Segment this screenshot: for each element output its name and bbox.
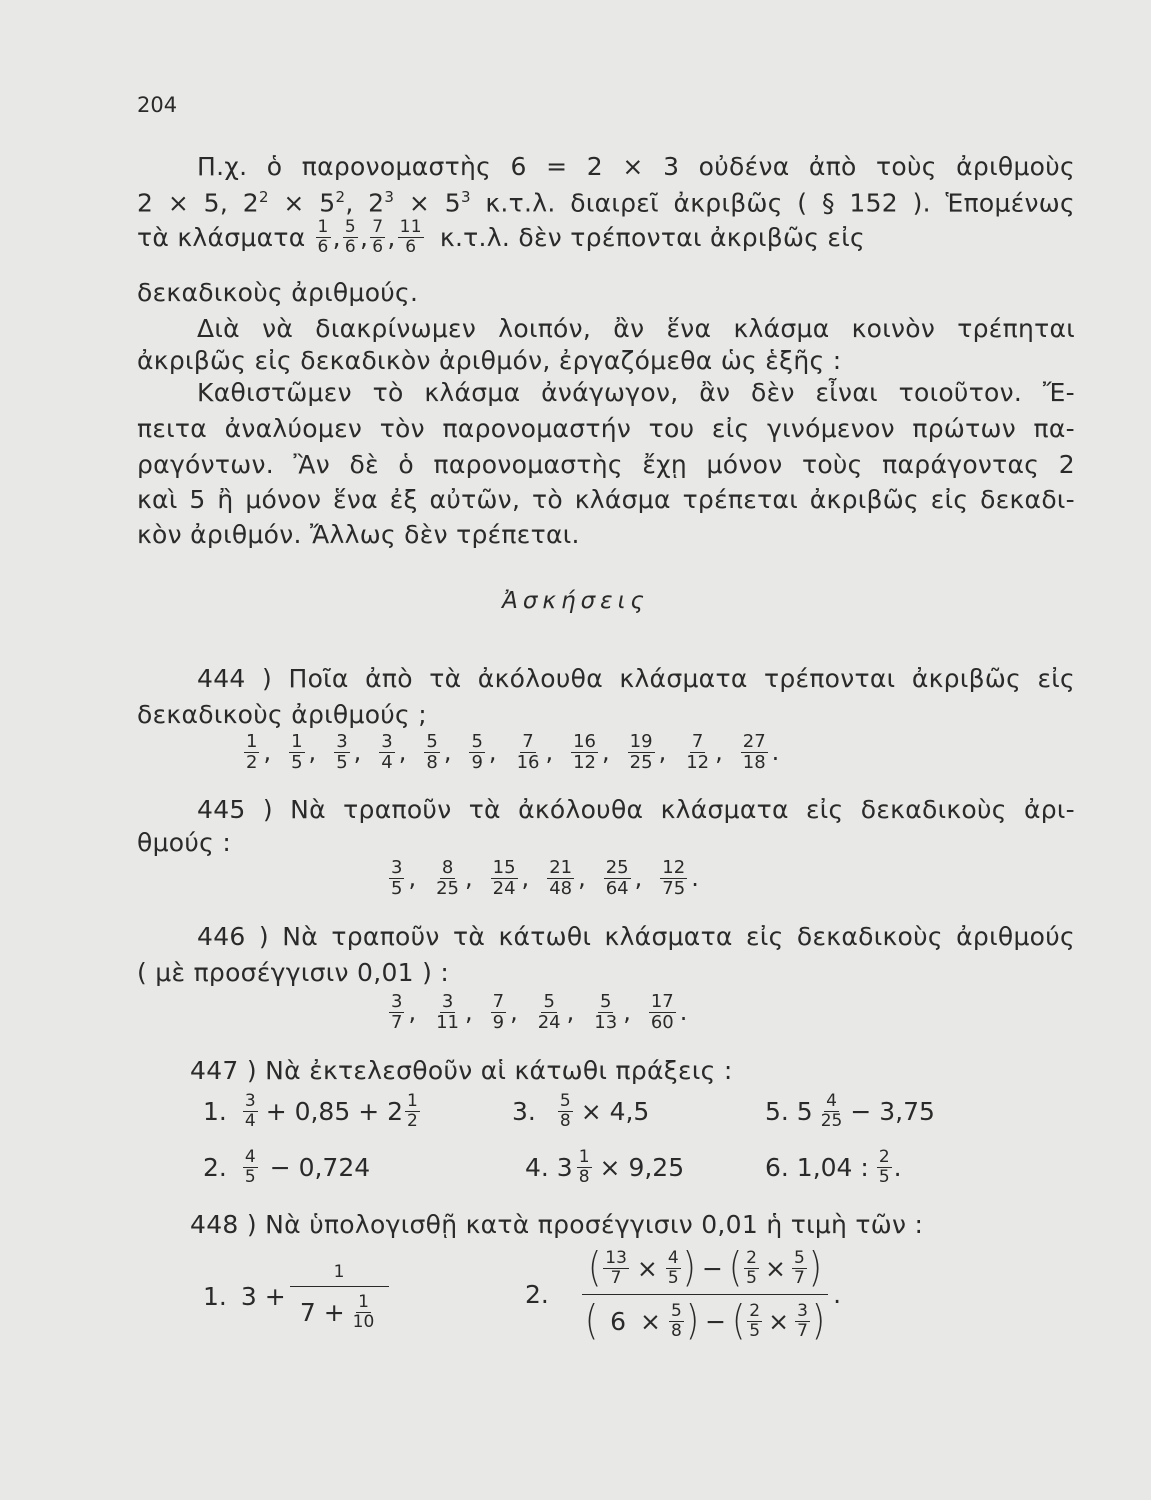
fraction: $\frac{3}{7}$ xyxy=(391,991,403,1033)
fraction: $\frac{3}{4}$ xyxy=(244,1091,256,1131)
fraction: $\frac{19}{25}$ xyxy=(629,731,653,773)
fraction: $\frac{3}{5}$ xyxy=(336,731,348,773)
fraction: $\frac{1}{5}$ xyxy=(291,731,303,773)
ex447-problem-6: 6. 1,04 : $\frac{2}{5}$ . xyxy=(765,1147,902,1187)
fraction: $\frac{21}{48}$ xyxy=(549,857,573,899)
fraction: $\frac{5}{13}$ xyxy=(594,991,618,1033)
fraction: $\frac{1}{8}$ xyxy=(578,1147,590,1187)
fraction: $\frac{5}{8}$ xyxy=(426,731,438,773)
ex445-line-2: θμούς : xyxy=(137,828,232,857)
page-number: 204 xyxy=(137,93,178,117)
fraction: $\frac{12}{75}$ xyxy=(662,857,686,899)
ex447-problem-5: 5. 5 $\frac{4}{25}$ − 3,75 xyxy=(765,1091,935,1131)
fraction: $\frac{5}{24}$ xyxy=(537,991,561,1033)
ex444-fractions: $\frac{1}{2}$ , $\frac{1}{5}$ , $\frac{3}{5}$ , $\frac{3}{4}$ , $\frac{5}{8}$ , $\frac{5}{9}$ , $\frac{7}{16}$ , $\frac{16}{12}$ , $\frac{19}{25}$ , $\frac{7}{12}$ , $\frac{27}{18}$ . xyxy=(246,731,780,773)
fraction: $\frac{3}{7}$ xyxy=(797,1300,808,1341)
ex446-line-2: ( μὲ προσέγγισιν 0,01 ) : xyxy=(137,958,450,987)
para2-line-3: Καθιστῶμεν τὸ κλάσμα ἀνάγωγον, ἂν δὲν εἶναι τοιοῦτον. Ἔ- xyxy=(197,378,1075,407)
ex444-line-1: 444 ) Ποῖα ἀπὸ τὰ ἀκόλουθα κλάσματα τρέπονται ἀκριβῶς εἰς xyxy=(197,664,1075,693)
ex448-line-1: 448 ) Νὰ ὑπολογισθῇ κατὰ προσέγγισιν 0,01 ἡ τιμὴ τῶν : xyxy=(190,1210,924,1239)
fraction: $\frac{5}{9}$ xyxy=(471,731,483,773)
fraction: $\frac{5}{6}$ xyxy=(344,217,357,257)
intro-line-4: δεκαδικοὺς ἀριθμούς. xyxy=(137,278,419,307)
fraction: $\frac{5}{8}$ xyxy=(559,1091,571,1131)
intro-line-2: 2 × 5, $2^2 \times 5^2$, $2^3 \times 5^3$ κ.τ.λ. διαιρεῖ ἀκριβῶς ( § 152 ). Ἑπομένως xyxy=(137,188,1076,218)
ex448-problem-2: 2. ( $\frac{13}{7}$ × $\frac{4}{5}$ ) − ( $\frac{2}{5}$ × $\frac{5}{7}$ ) ( 6 × $\frac{5}{8}$ ) − ( $\frac{2}{5}$ × $\frac{3}{7}$ ) . xyxy=(525,1244,842,1345)
ex446-fractions: $\frac{3}{7}$ , $\frac{3}{11}$ , $\frac{7}{9}$ , $\frac{5}{24}$ , $\frac{5}{13}$ , $\frac{17}{60}$ . xyxy=(391,991,688,1033)
fraction: $\frac{17}{60}$ xyxy=(650,991,674,1033)
para2-line-4: πειτα ἀναλύομεν τὸν παρονομαστήν του εἰς γινόμενον πρώτων πα- xyxy=(137,414,1075,443)
para2-line-2: ἀκριβῶς εἰς δεκαδικὸν ἀριθμόν, ἐργαζόμεθα ὡς ἑξῆς : xyxy=(137,346,842,375)
para2-line-1: Διὰ νὰ διακρίνωμεν λοιπόν, ἂν ἕνα κλάσμα κοινὸν τρέπηται xyxy=(197,314,1075,343)
fraction: $\frac{3}{4}$ xyxy=(381,731,393,773)
ex447-problem-4: 4. 3 $\frac{1}{8}$ × 9,25 xyxy=(525,1147,685,1187)
fraction: $\frac{5}{7}$ xyxy=(793,1247,805,1288)
ex447-problem-1: 1. $\frac{3}{4}$ + 0,85 + 2 $\frac{1}{2}$ xyxy=(203,1091,418,1131)
ex445-line-1: 445 ) Νὰ τραποῦν τὰ ἀκόλουθα κλάσματα εἰς δεκαδικοὺς ἀρι- xyxy=(197,795,1075,824)
fraction: $\frac{25}{64}$ xyxy=(605,857,629,899)
fraction: $\frac{5}{8}$ xyxy=(670,1300,682,1341)
fraction: $\frac{4}{5}$ xyxy=(244,1147,256,1187)
fraction: $\frac{4}{25}$ xyxy=(820,1091,843,1131)
fraction: $\frac{4}{5}$ xyxy=(667,1247,679,1288)
ex447-problem-3: 3. $\frac{5}{8}$ × 4,5 xyxy=(512,1091,650,1131)
fraction: $\frac{3}{11}$ xyxy=(436,991,459,1033)
ex448-problem-1: 1. 3 + 1 7 + $\frac{1}{10}$ xyxy=(203,1262,389,1331)
fraction: $\frac{7}{16}$ xyxy=(516,731,540,773)
fraction: $\frac{3}{5}$ xyxy=(391,857,403,899)
fraction: $\frac{2}{5}$ xyxy=(746,1247,757,1288)
fraction: $\frac{7}{12}$ xyxy=(686,731,710,773)
fraction: $\frac{7}{6}$ xyxy=(372,217,384,257)
fraction: $\frac{13}{7}$ xyxy=(605,1247,627,1288)
fraction: $\frac{1}{2}$ xyxy=(407,1091,418,1131)
ex447-problem-2: 2. $\frac{4}{5}$ − 0,724 xyxy=(203,1147,371,1187)
continued-fraction: 1 7 + $\frac{1}{10}$ xyxy=(290,1262,389,1331)
ex444-line-2: δεκαδικοὺς ἀριθμούς ; xyxy=(137,700,428,729)
para2-line-6: καὶ 5 ἢ μόνον ἕνα ἐξ αὐτῶν, τὸ κλάσμα τρέπεται ἀκριβῶς εἰς δεκαδι- xyxy=(137,485,1075,514)
intro-line-1: Π.χ. ὁ παρονομαστὴς 6 = 2 × 3 οὐδένα ἀπὸ τοὺς ἀριθμοὺς xyxy=(197,152,1075,181)
exercises-heading: Ἀσκήσεις xyxy=(502,588,649,614)
ex447-line-1: 447 ) Νὰ ἐκτελεσθοῦν αἱ κάτωθι πράξεις : xyxy=(190,1056,733,1085)
intro-line-3: τὰ κλάσματα $\frac{1}{6}$ , $\frac{5}{6}$ , $\frac{7}{6}$ , $\frac{11}{6}$ κ.τ.λ. δὲν τρέπονται ἀκριβῶς εἰς xyxy=(137,217,865,257)
fraction: $\frac{16}{12}$ xyxy=(573,731,597,773)
para2-line-7: κὸν ἀριθμόν. Ἄλλως δὲν τρέπεται. xyxy=(137,520,580,549)
fraction: $\frac{1}{10}$ xyxy=(352,1292,375,1332)
fraction: $\frac{1}{6}$ xyxy=(317,217,329,257)
fraction: $\frac{2}{5}$ xyxy=(878,1147,890,1187)
fraction: $\frac{7}{9}$ xyxy=(492,991,505,1033)
para2-line-5: ραγόντων. Ἂν δὲ ὁ παρονομαστὴς ἔχῃ μόνον τοὺς παράγοντας 2 xyxy=(137,450,1075,479)
fraction: $\frac{11}{6}$ xyxy=(399,217,422,257)
fraction: $\frac{8}{25}$ xyxy=(436,857,459,899)
fraction: $\frac{1}{2}$ xyxy=(246,731,258,773)
fraction: $\frac{2}{5}$ xyxy=(749,1300,761,1341)
ex446-line-1: 446 ) Νὰ τραποῦν τὰ κάτωθι κλάσματα εἰς δεκαδικοὺς ἀριθμούς xyxy=(197,922,1075,951)
fraction: $\frac{27}{18}$ xyxy=(742,731,766,773)
fraction: $\frac{15}{24}$ xyxy=(492,857,516,899)
compound-fraction: ( $\frac{13}{7}$ × $\frac{4}{5}$ ) − ( $\frac{2}{5}$ × $\frac{5}{7}$ ) ( 6 × $\frac{5}{8}$ ) − ( $\frac{2}{5}$ × $\frac{3}{7}$ ) xyxy=(579,1248,831,1341)
ex445-fractions: $\frac{3}{5}$ , $\frac{8}{25}$ , $\frac{15}{24}$ , $\frac{21}{48}$ , $\frac{25}{64}$ , $\frac{12}{75}$ . xyxy=(391,857,699,899)
